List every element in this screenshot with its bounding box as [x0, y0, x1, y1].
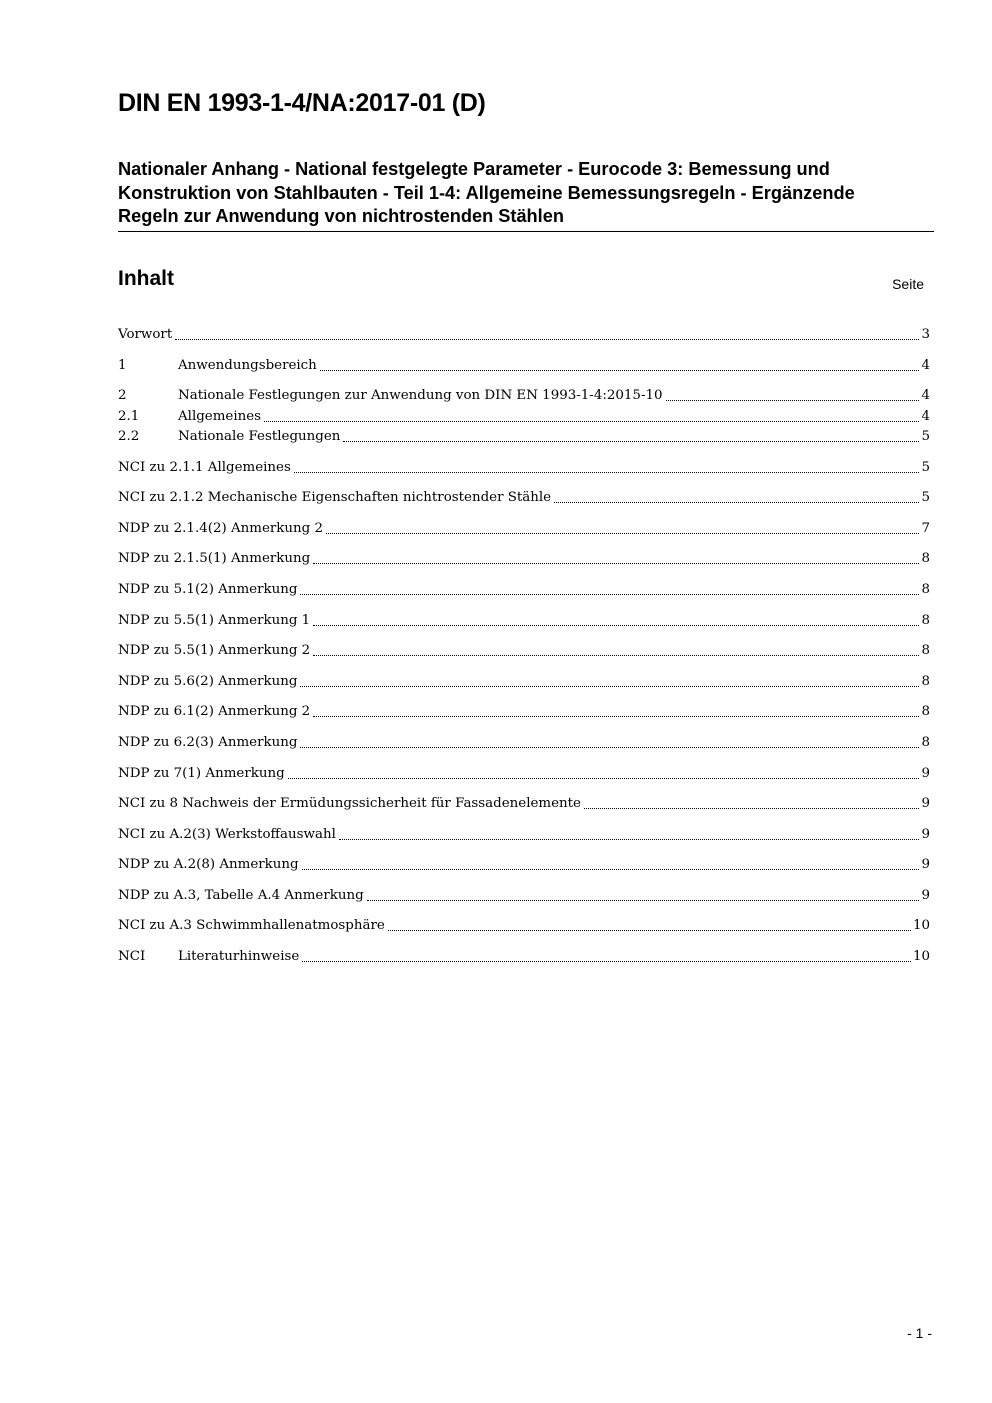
toc-entry-page: 5: [921, 459, 930, 475]
toc-entry-page: 8: [921, 643, 930, 659]
toc-dot-leader: [388, 929, 911, 931]
toc-dot-leader: [302, 868, 920, 870]
toc-entry[interactable]: [118, 733, 930, 753]
toc-dot-leader: [313, 654, 919, 656]
toc-dot-leader: [343, 440, 919, 442]
toc-dot-leader: [584, 807, 920, 809]
toc-entry-text: Nationale Festlegungen: [178, 428, 341, 444]
toc-entry-text: NDP zu 6.2(3) Anmerkung: [118, 734, 298, 750]
toc-dot-leader: [320, 369, 920, 371]
toc-entry-page: 8: [921, 704, 930, 720]
toc-page-column-label: Seite: [892, 276, 924, 292]
toc-entry-text: NCI zu A.3 Schwimmhallenatmosphäre: [118, 918, 385, 934]
toc-entry-number: NCI: [118, 949, 146, 965]
toc-dot-leader: [300, 746, 919, 748]
toc-entry-text: NCI zu 2.1.1 Allgemeines: [118, 459, 291, 475]
document-title: [118, 158, 934, 232]
toc-dot-leader: [313, 715, 919, 717]
toc-entry[interactable]: [118, 519, 930, 539]
toc-dot-leader: [367, 899, 920, 901]
toc-entry-text: Allgemeines: [178, 408, 262, 424]
toc-entry-text: NDP zu 7(1) Anmerkung: [118, 765, 285, 781]
toc-entry[interactable]: [118, 407, 930, 427]
toc-entry[interactable]: [118, 356, 930, 376]
toc-entry-page: 9: [921, 796, 930, 812]
toc-dot-leader: [326, 532, 919, 534]
toc-dot-leader: [300, 593, 919, 595]
toc-entry[interactable]: [118, 427, 930, 447]
toc-entry-page: 9: [921, 826, 930, 842]
table-of-contents: [118, 325, 930, 978]
toc-entry[interactable]: [118, 549, 930, 569]
toc-entry[interactable]: [118, 458, 930, 478]
toc-entry-page: 4: [921, 357, 930, 373]
toc-dot-leader: [288, 777, 920, 779]
toc-entry-page: 8: [921, 581, 930, 597]
toc-entry-number: 1: [118, 357, 127, 373]
toc-entry[interactable]: [118, 855, 930, 875]
toc-dot-leader: [175, 338, 919, 340]
toc-entry-page: 8: [921, 612, 930, 628]
toc-entry-text: NCI zu 8 Nachweis der Ermüdungssicherheit für Fassadenelemente: [118, 796, 581, 812]
toc-entry[interactable]: [118, 794, 930, 814]
document-title-line: Konstruktion von Stahlbauten - Teil 1-4: Allgemeine Bemessungsregeln - Ergänzende: [118, 182, 855, 203]
toc-dot-leader: [302, 960, 911, 962]
toc-entry[interactable]: [118, 916, 930, 936]
toc-entry-text: Vorwort: [118, 327, 173, 342]
toc-entry[interactable]: [118, 611, 930, 631]
toc-dot-leader: [313, 624, 919, 626]
toc-entry-text: NCI zu 2.1.2 Mechanische Eigenschaften nichtrostender Stähle: [118, 490, 552, 506]
toc-entry-page: 10: [912, 949, 930, 965]
toc-entry-page: 4: [921, 388, 930, 404]
toc-entry-text: NDP zu 2.1.4(2) Anmerkung 2: [118, 520, 323, 536]
document-title-line: Regeln zur Anwendung von nichtrostenden Stählen: [118, 206, 564, 226]
toc-dot-leader: [666, 399, 920, 401]
toc-entry-number: 2.1: [118, 408, 140, 424]
toc-entry[interactable]: [118, 886, 930, 906]
toc-entry[interactable]: [118, 488, 930, 508]
toc-entry[interactable]: [118, 672, 930, 692]
toc-entry-page: 8: [921, 734, 930, 750]
toc-entry[interactable]: [118, 764, 930, 784]
toc-entry-text: NDP zu 5.6(2) Anmerkung: [118, 673, 298, 689]
toc-entry-page: 5: [921, 428, 930, 444]
toc-entry-page: 8: [921, 551, 930, 567]
toc-entry-text: NDP zu A.3, Tabelle A.4 Anmerkung: [118, 887, 364, 903]
toc-entry-page: 7: [921, 520, 930, 536]
toc-entry[interactable]: [118, 825, 930, 845]
toc-entry[interactable]: [118, 702, 930, 722]
toc-entry-text: Nationale Festlegungen zur Anwendung von DIN EN 1993-1-4:2015-10: [178, 388, 663, 404]
toc-dot-leader: [339, 838, 920, 840]
toc-entry-number: 2: [118, 388, 127, 404]
toc-entry-text: NDP zu 5.5(1) Anmerkung 2: [118, 643, 311, 659]
toc-dot-leader: [300, 685, 919, 687]
toc-entry-text: NDP zu 6.1(2) Anmerkung 2: [118, 704, 311, 720]
toc-dot-leader: [294, 471, 920, 473]
toc-entry-page: 4: [921, 408, 930, 424]
toc-entry-text: Literaturhinweise: [178, 949, 300, 965]
toc-dot-leader: [264, 420, 919, 422]
toc-heading: Inhalt: [118, 267, 174, 290]
toc-entry-page: 10: [912, 918, 930, 934]
document-title-line: Nationaler Anhang - National festgelegte Parameter - Eurocode 3: Bemessung und: [118, 159, 830, 179]
toc-entry-text: NDP zu 5.1(2) Anmerkung: [118, 581, 298, 597]
toc-entry-page: 8: [921, 673, 930, 689]
toc-entry-text: NCI zu A.2(3) Werkstoffauswahl: [118, 826, 336, 842]
toc-entry-page: 3: [921, 327, 930, 342]
toc-entry-number: 2.2: [118, 428, 140, 444]
toc-dot-leader: [554, 501, 919, 503]
toc-entry[interactable]: [118, 641, 930, 661]
toc-entry[interactable]: [118, 580, 930, 600]
toc-entry[interactable]: [118, 386, 930, 406]
toc-entry-page: 9: [921, 765, 930, 781]
toc-entry-page: 9: [921, 857, 930, 873]
page-number: - 1 -: [907, 1325, 932, 1341]
toc-entry-text: Anwendungsbereich: [178, 357, 317, 373]
toc-dot-leader: [313, 562, 919, 564]
toc-entry-text: NDP zu A.2(8) Anmerkung: [118, 857, 299, 873]
toc-entry-page: 5: [921, 490, 930, 506]
toc-entry-page: 9: [921, 887, 930, 903]
document-id: DIN EN 1993-1-4/NA:2017-01 (D): [118, 89, 486, 117]
toc-entry[interactable]: [118, 947, 930, 967]
toc-entry-text: NDP zu 5.5(1) Anmerkung 1: [118, 612, 311, 628]
toc-entry[interactable]: [118, 325, 930, 345]
toc-entry-text: NDP zu 2.1.5(1) Anmerkung: [118, 551, 311, 567]
